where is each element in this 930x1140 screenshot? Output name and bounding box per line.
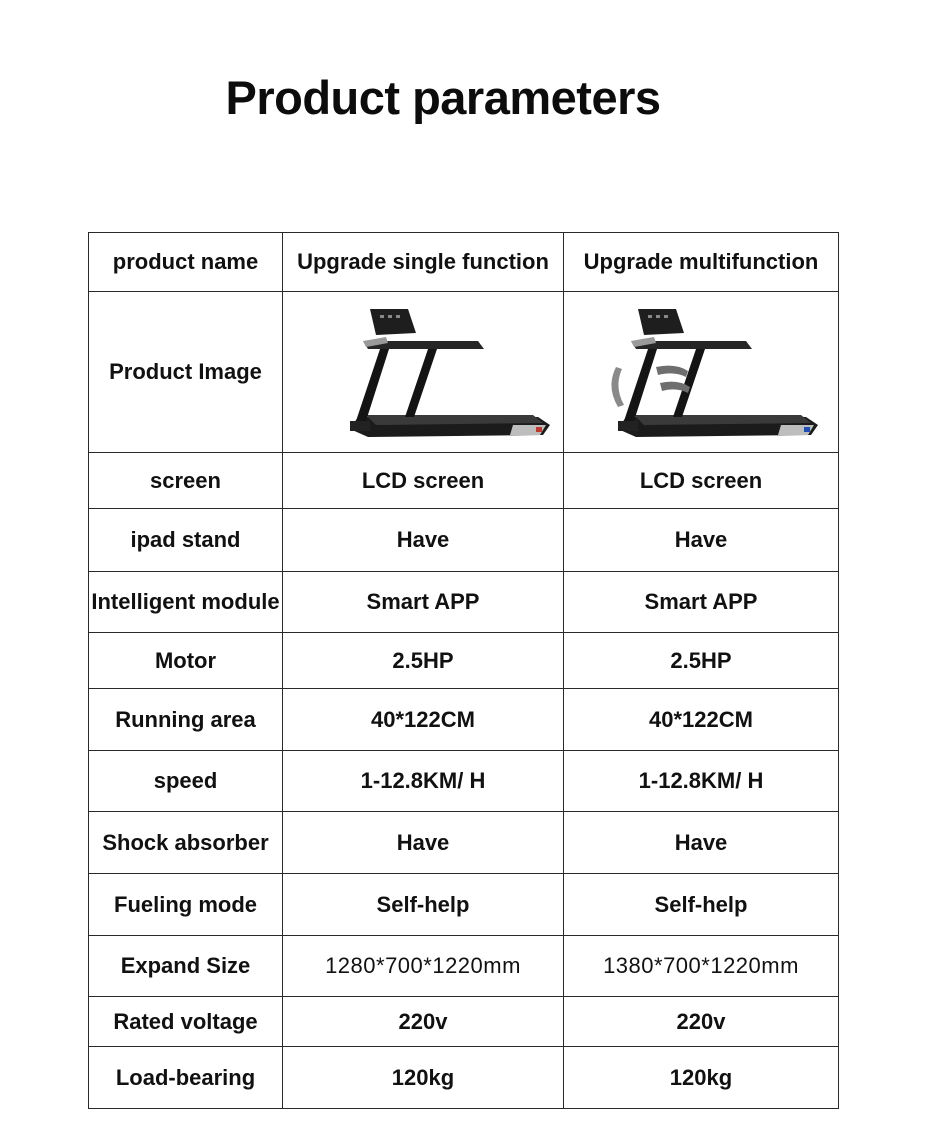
treadmill-single-icon (288, 297, 558, 447)
table-row (89, 453, 839, 509)
header-multifunction: Upgrade multifunction (564, 233, 839, 292)
header-single-function: Upgrade single function (283, 233, 564, 292)
row-value-multi: Smart APP (564, 572, 839, 633)
row-value-multi: Have (564, 812, 839, 874)
table-row (89, 874, 839, 936)
treadmill-single-image (283, 292, 564, 453)
row-value-single: 1-12.8KM/ H (283, 751, 564, 812)
row-value-single: Have (283, 509, 564, 572)
table-row (89, 509, 839, 572)
table-row (89, 936, 839, 997)
table-row (89, 1047, 839, 1109)
row-value-single: Have (283, 812, 564, 874)
row-label: Rated voltage (89, 997, 283, 1047)
row-label: ipad stand (89, 509, 283, 572)
table-row (89, 812, 839, 874)
row-value-single: 120kg (283, 1047, 564, 1109)
table-row-product-image (89, 292, 839, 453)
row-label: Motor (89, 633, 283, 689)
row-label: speed (89, 751, 283, 812)
row-value-multi: 1380*700*1220mm (564, 936, 839, 997)
table-row (89, 751, 839, 812)
row-value-single: 220v (283, 997, 564, 1047)
treadmill-multifunction-image (564, 292, 839, 453)
treadmill-multifunction-icon (566, 297, 836, 447)
row-value-single: Smart APP (283, 572, 564, 633)
header-label: product name (89, 233, 283, 292)
table-header-row (89, 233, 839, 292)
row-value-single: 1280*700*1220mm (283, 936, 564, 997)
image-row-label: Product Image (89, 292, 283, 453)
row-label: Running area (89, 689, 283, 751)
table-row (89, 572, 839, 633)
row-label: Intelligent module (89, 572, 283, 633)
row-label: Expand Size (89, 936, 283, 997)
row-value-single: Self-help (283, 874, 564, 936)
row-value-multi: 2.5HP (564, 633, 839, 689)
page-title: Product parameters (225, 71, 661, 124)
row-value-multi: 40*122CM (564, 689, 839, 751)
row-value-multi: 1-12.8KM/ H (564, 751, 839, 812)
row-label: Load-bearing (89, 1047, 283, 1109)
table-row (89, 997, 839, 1047)
product-parameters-table (88, 232, 839, 1109)
row-label: Fueling mode (89, 874, 283, 936)
row-value-multi: Have (564, 509, 839, 572)
table-row (89, 633, 839, 689)
row-value-single: 2.5HP (283, 633, 564, 689)
row-value-single: 40*122CM (283, 689, 564, 751)
row-value-multi: 220v (564, 997, 839, 1047)
row-label: Shock absorber (89, 812, 283, 874)
row-value-multi: LCD screen (564, 453, 839, 509)
row-label: screen (89, 453, 283, 509)
row-value-single: LCD screen (283, 453, 564, 509)
row-value-multi: Self-help (564, 874, 839, 936)
table-row (89, 689, 839, 751)
row-value-multi: 120kg (564, 1047, 839, 1109)
